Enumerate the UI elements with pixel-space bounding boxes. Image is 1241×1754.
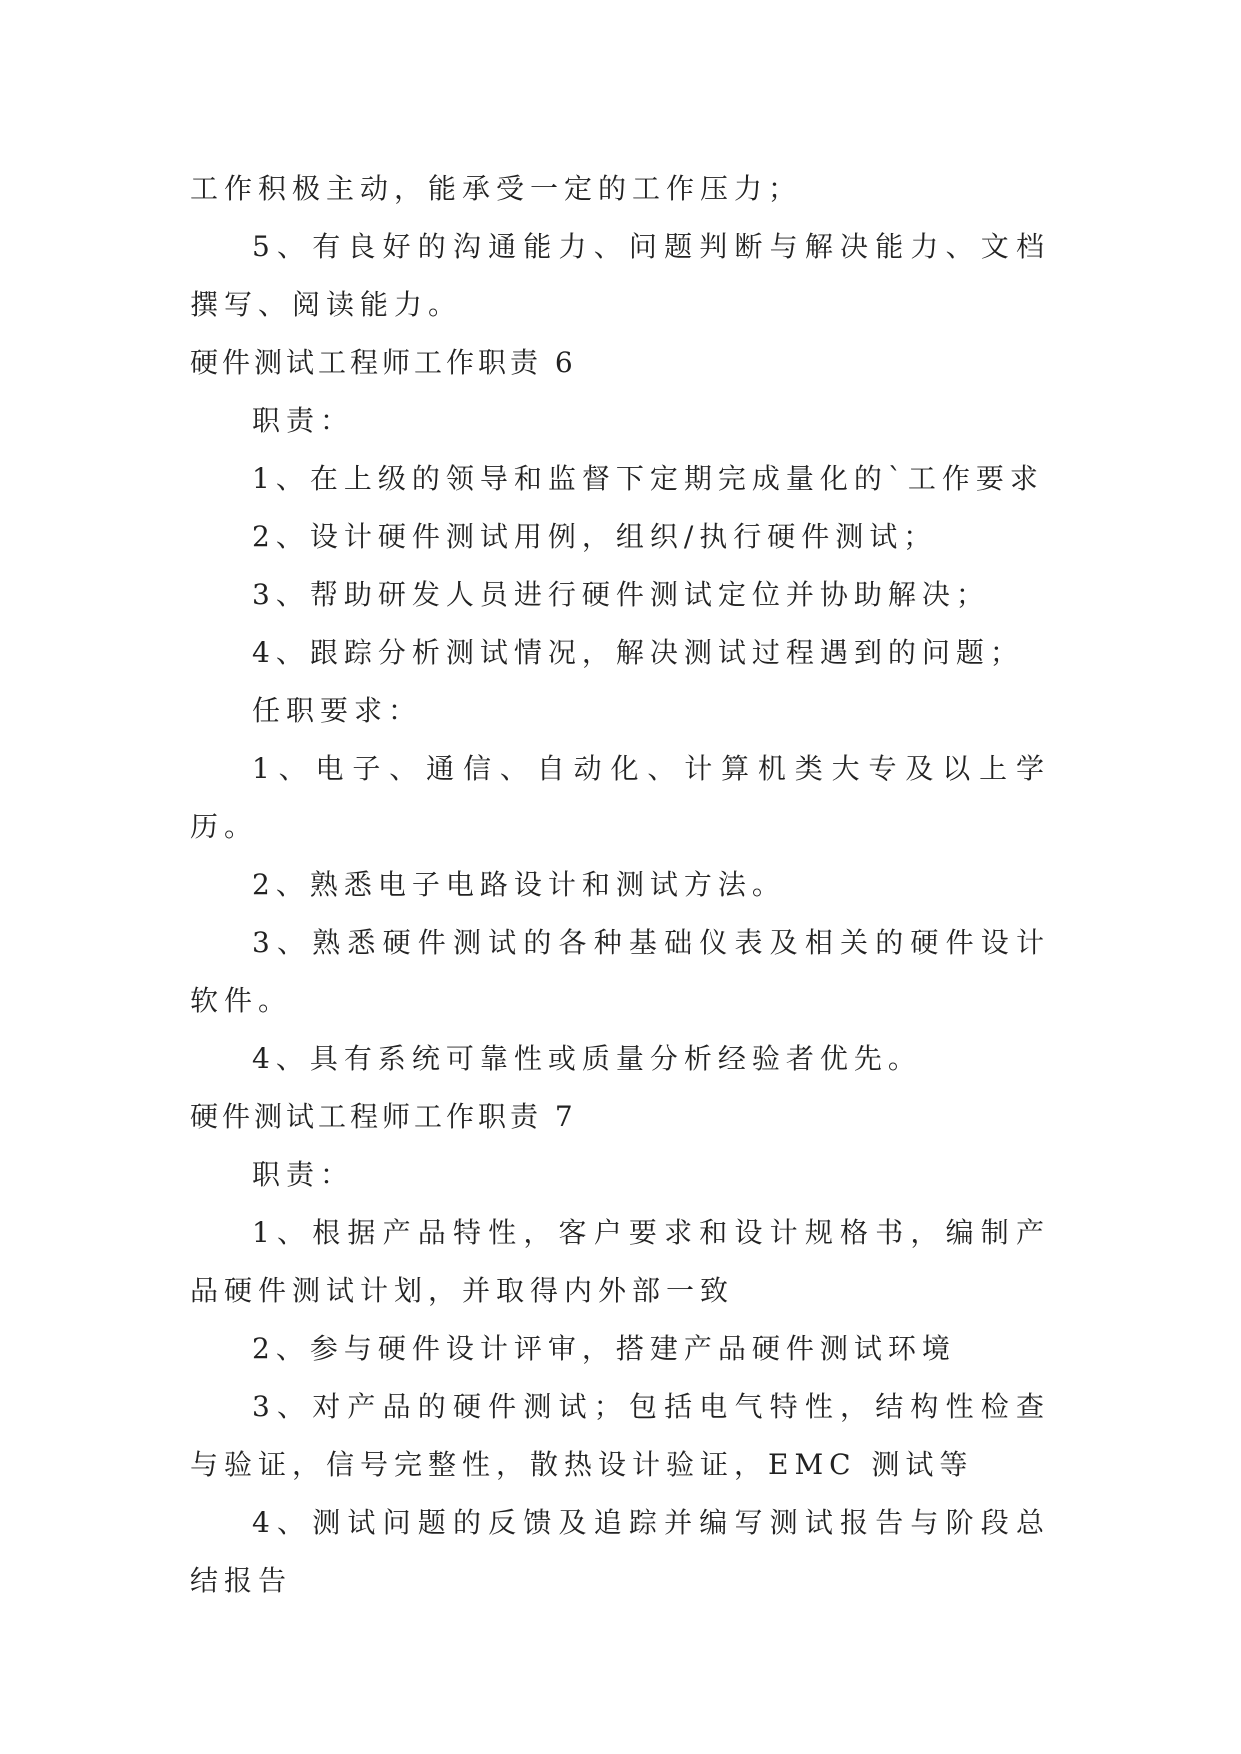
paragraph: 5、有良好的沟通能力、问题判断与解决能力、文档撰写、阅读能力。 <box>190 230 1050 321</box>
section-heading: 硬件测试工程师工作职责 6 <box>190 346 577 379</box>
paragraph: 职责： <box>252 404 355 437</box>
paragraph: 2、参与硬件设计评审，搭建产品硬件测试环境 <box>252 1332 956 1365</box>
paragraph: 2、熟悉电子电路设计和测试方法。 <box>252 868 786 901</box>
paragraph: 3、熟悉硬件测试的各种基础仪表及相关的硬件设计软件。 <box>190 926 1050 1017</box>
paragraph: 职责： <box>252 1158 355 1191</box>
paragraph: 任职要求： <box>252 694 423 727</box>
paragraph: 1、根据产品特性，客户要求和设计规格书，编制产品硬件测试计划，并取得内外部一致 <box>190 1216 1050 1307</box>
paragraph: 3、对产品的硬件测试；包括电气特性，结构性检查与验证，信号完整性，散热设计验证，EMC 测试等 <box>190 1390 1050 1481</box>
paragraph: 4、测试问题的反馈及追踪并编写测试报告与阶段总结报告 <box>190 1506 1050 1597</box>
paragraph: 2、设计硬件测试用例，组织/执行硬件测试； <box>252 520 938 553</box>
section-heading: 硬件测试工程师工作职责 7 <box>190 1100 577 1133</box>
paragraph: 1、电子、通信、自动化、计算机类大专及以上学历。 <box>190 752 1050 843</box>
paragraph: 4、具有系统可靠性或质量分析经验者优先。 <box>252 1042 922 1075</box>
document-body <box>190 160 1050 1610</box>
paragraph: 4、跟踪分析测试情况，解决测试过程遇到的问题； <box>252 636 1024 669</box>
paragraph: 1、在上级的领导和监督下定期完成量化的`工作要求 <box>252 462 1044 495</box>
paragraph: 工作积极主动，能承受一定的工作压力； <box>190 172 803 205</box>
paragraph: 3、帮助研发人员进行硬件测试定位并协助解决； <box>252 578 990 611</box>
